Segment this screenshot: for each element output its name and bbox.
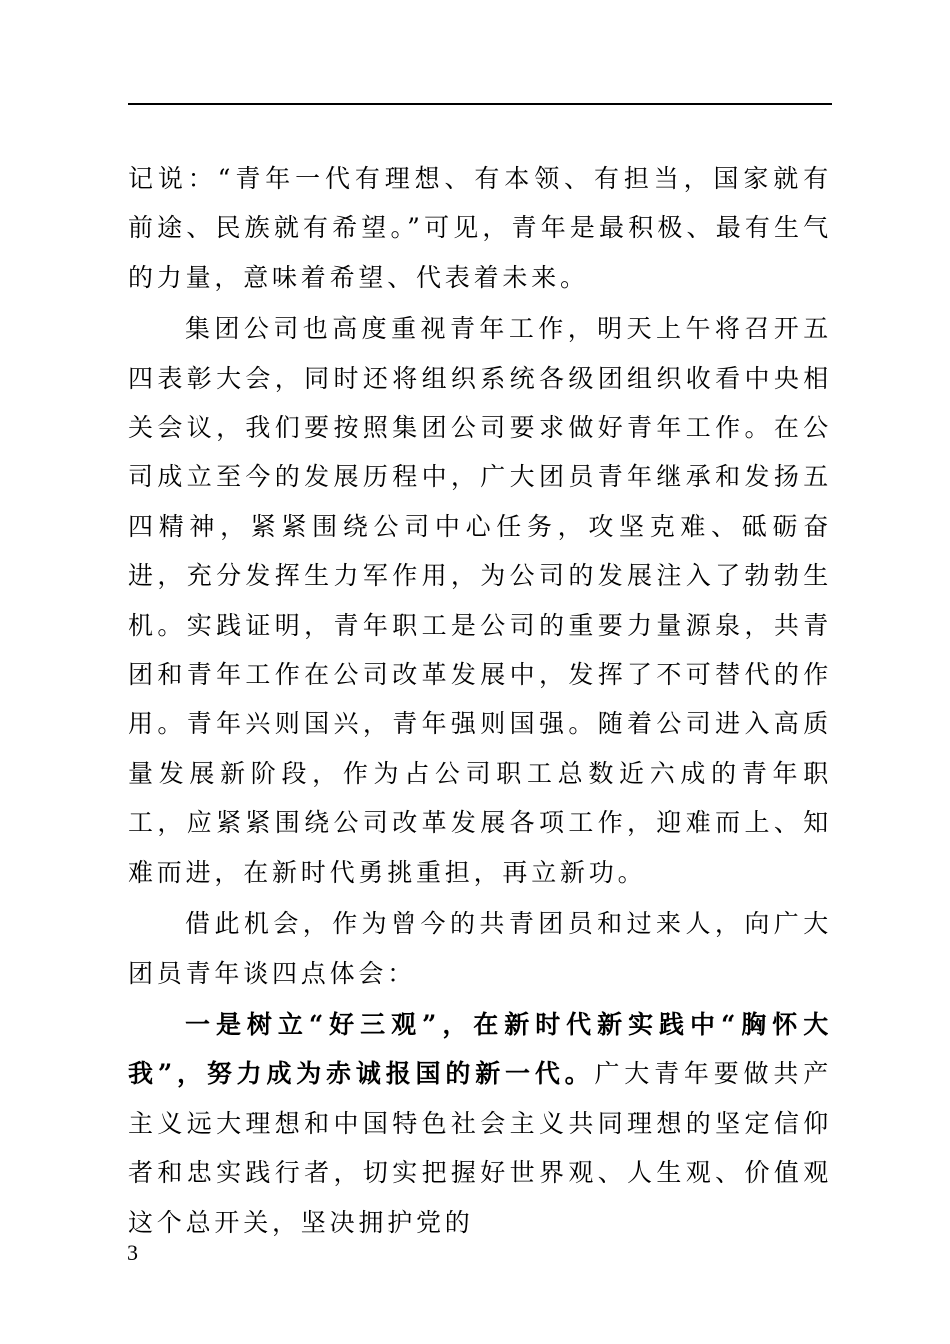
page-number: 3 (127, 1240, 138, 1265)
paragraph-3 (128, 899, 832, 998)
paragraph-4-text: 广大青年要做共产主义远大理想和中国特色社会主义共同理想的坚定信仰者和忠实践行者，切实把握好世界观、人生观、价值观这个总开关，坚决拥护党的 (128, 1059, 832, 1237)
paragraph-3-text: 借此机会，作为曾今的共青团员和过来人，向广大团员青年谈四点体会： (128, 909, 832, 988)
header-rule (128, 103, 832, 105)
paragraph-1 (128, 154, 832, 302)
paragraph-2 (128, 304, 832, 897)
paragraph-2-text: 集团公司也高度重视青年工作，明天上午将召开五四表彰大会，同时还将组织系统各级团组织收看中央相关会议，我们要按照集团公司要求做好青年工作。在公司成立至今的发展历程中，广大团员青年继承和发扬五四精神，紧紧围绕公司中心任务，攻坚克难、砥砺奋进，充分发挥生力军作用，为公司的发展注入了勃勃生机。实践证明，青年职工是公司的重要力量源泉，共青团和青年工作在公司改革发展中，发挥了不可替代的作用。青年兴则国兴，青年强则国强。随着公司进入高质量发展新阶段，作为占公司职工总数近六成的青年职工，应紧紧围绕公司改革发展各项工作，迎难而上、知难而进，在新时代勇挑重担，再立新功。 (128, 314, 832, 887)
paragraph-1-text: 记说：“青年一代有理想、有本领、有担当，国家就有前途、民族就有希望。”可见，青年是最积极、最有生气的力量，意味着希望、代表着未来。 (128, 164, 832, 292)
document-body (128, 154, 832, 1249)
paragraph-4 (128, 1000, 832, 1247)
paragraph-4-heading: 一是树立“好三观”，在新时代新实践中“胸怀大我”，努力成为赤诚报国的新一代。 (128, 1009, 832, 1089)
